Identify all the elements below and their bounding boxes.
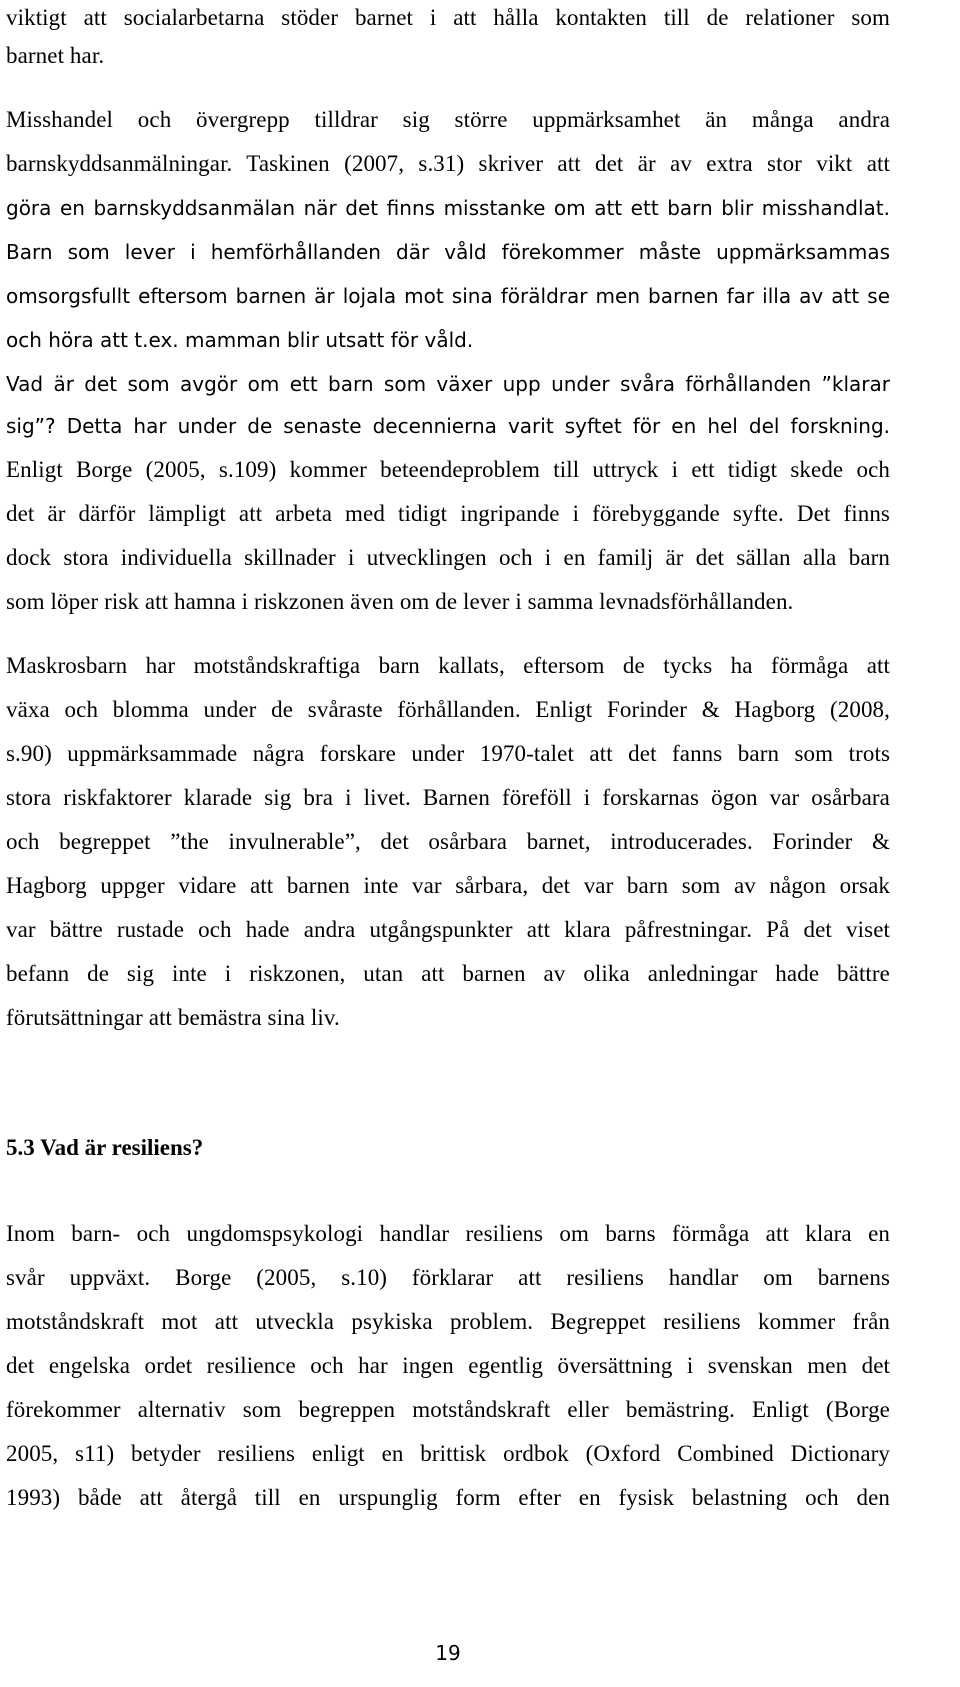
text-line: förutsättningar att bemästra sina liv. [6,1005,340,1030]
text-line: det är därför lämpligt att arbeta med tidigt ingripande i förebyggande syfte. Det finns [6,501,890,526]
text-line: svår uppväxt. Borge (2005, s.10) förklarar att resiliens handlar om barnens [6,1265,890,1290]
text-line: Misshandel och övergrepp tilldrar sig större uppmärksamhet än många andra [6,107,890,132]
text-line: förekommer alternativ som begreppen motståndskraft eller bemästring. Enligt (Borge [6,1397,890,1422]
text-line: dock stora individuella skillnader i utvecklingen och i en familj är det sällan alla barn [6,545,890,570]
text-line: växa och blomma under de svåraste förhållanden. Enligt Forinder & Hagborg (2008, [6,697,890,722]
text-line: Hagborg uppger vidare att barnen inte var sårbara, det var barn som av någon orsak [6,873,890,898]
section-heading: 5.3 Vad är resiliens? [6,1135,204,1160]
text-line: viktigt att socialarbetarna stöder barnet i att hålla kontakten till de relationer som [6,5,890,30]
text-line: var bättre rustade och hade andra utgångspunkter att klara påfrestningar. På det viset [6,917,890,942]
text-line: stora riskfaktorer klarade sig bra i livet. Barnen föreföll i forskarnas ögon var osårbara [6,785,890,810]
text-line: befann de sig inte i riskzonen, utan att barnen av olika anledningar hade bättre [6,961,890,986]
text-line: och höra att t.ex. mamman blir utsatt för våld. [6,328,474,352]
text-line: s.90) uppmärksammade några forskare under 1970-talet att det fanns barn som trots [6,741,890,766]
text-line: göra en barnskyddsanmälan när det finns misstanke om att ett barn blir misshandlat. [6,196,890,220]
text-line: och begreppet ”the invulnerable”, det osårbara barnet, introducerades. Forinder & [6,829,890,854]
text-line: 2005, s11) betyder resiliens enligt en brittisk ordbok (Oxford Combined Dictionary [6,1441,890,1466]
page-number: 19 [435,1641,461,1665]
text-line: Maskrosbarn har motståndskraftiga barn kallats, eftersom de tycks ha förmåga att [6,653,890,678]
text-line: som löper risk att hamna i riskzonen även om de lever i samma levnadsförhållanden. [6,589,794,614]
text-line: 1993) både att återgå till en urspunglig form efter en fysisk belastning och den [6,1485,890,1510]
text-line: motståndskraft mot att utveckla psykiska problem. Begreppet resiliens kommer från [6,1309,890,1334]
text-line: Inom barn- och ungdomspsykologi handlar resiliens om barns förmåga att klara en [6,1221,890,1246]
text-line: Barn som lever i hemförhållanden där våld förekommer måste uppmärksammas [6,240,890,264]
text-line: det engelska ordet resilience och har ingen egentlig översättning i svenskan men det [6,1353,890,1378]
text-line: omsorgsfullt eftersom barnen är lojala mot sina föräldrar men barnen far illa av att se [6,284,890,308]
text-line: barnskyddsanmälningar. Taskinen (2007, s.31) skriver att det är av extra stor vikt att [6,151,890,176]
text-line: Enligt Borge (2005, s.109) kommer beteendeproblem till uttryck i ett tidigt skede och [6,457,890,482]
text-line: barnet har. [6,43,105,68]
text-line: Vad är det som avgör om ett barn som växer upp under svåra förhållanden ”klarar [6,372,890,396]
text-line: sig”? Detta har under de senaste decennierna varit syftet för en hel del forskning. [6,414,890,438]
